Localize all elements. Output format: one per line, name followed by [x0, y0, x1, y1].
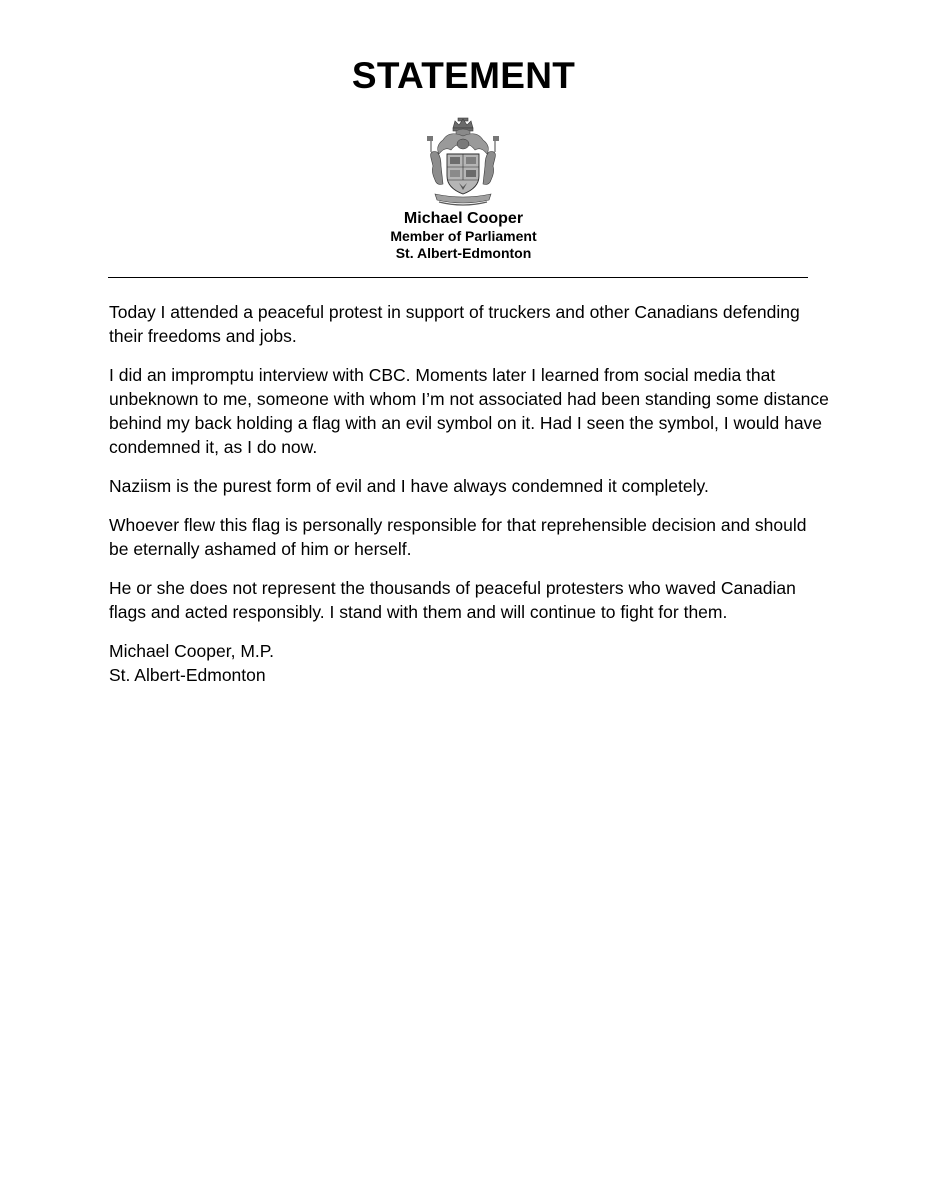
- paragraph-4: Whoever flew this flag is personally responsible for that reprehensible decision and should be eternally ashamed of him or herself.: [109, 515, 807, 559]
- coat-of-arms-icon: [425, 116, 501, 208]
- sender-header: [0, 209, 927, 262]
- sender-role: Member of Parliament: [390, 228, 537, 244]
- statement-body: [109, 300, 829, 687]
- page-title: STATEMENT: [351, 55, 576, 96]
- signature-riding: St. Albert-Edmonton: [109, 665, 266, 685]
- signature-block: [109, 639, 829, 687]
- paragraph-3: Naziism is the purest form of evil and I have always condemned it completely.: [109, 476, 709, 496]
- sender-riding: St. Albert-Edmonton: [395, 245, 532, 261]
- paragraph-1: Today I attended a peaceful protest in support of truckers and other Canadians defending their freedoms and jobs.: [109, 302, 800, 346]
- paragraph-2: I did an impromptu interview with CBC. Moments later I learned from social media that unbeknown to me, someone with whom I’m not associated had been standing some distance behind my back holding a flag with an evil symbol on it. Had I seen the symbol, I would have condemned it, as I do now.: [109, 365, 829, 457]
- header-divider: [108, 277, 808, 278]
- sender-name: Michael Cooper: [403, 210, 524, 227]
- paragraph-5: He or she does not represent the thousands of peaceful protesters who waved Canadian flags and acted responsibly. I stand with them and will continue to fight for them.: [109, 578, 796, 622]
- signature-name: Michael Cooper, M.P.: [109, 641, 275, 661]
